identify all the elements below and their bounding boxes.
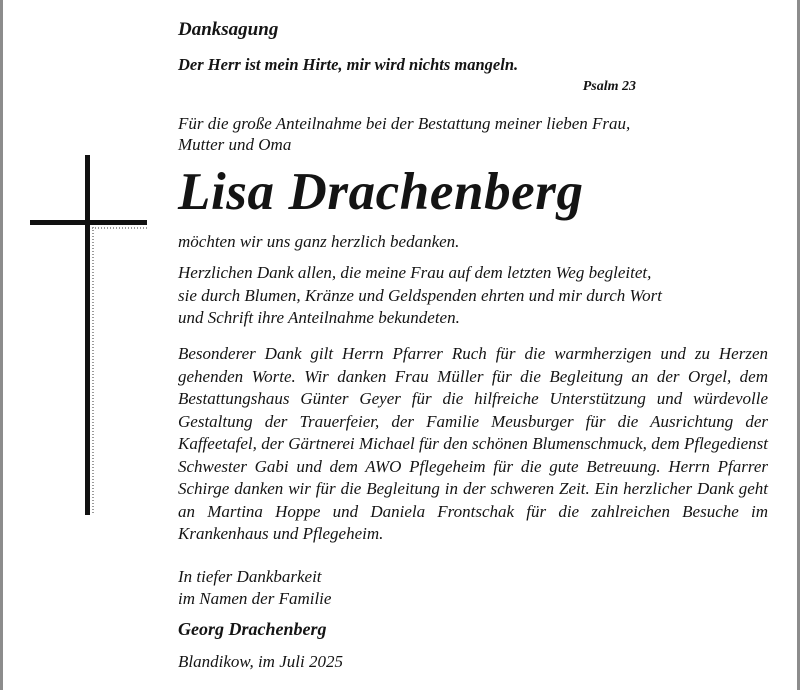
- paragraph-line: und Schrift ihre Anteilnahme bekundeten.: [178, 308, 460, 327]
- cross-shadow-horizontal: [92, 227, 147, 229]
- closing-text: [178, 566, 331, 609]
- cross-vertical-beam: [85, 155, 90, 515]
- thanks-paragraph-1: [178, 262, 768, 330]
- cross-horizontal-beam: [30, 220, 147, 225]
- closing-line: im Namen der Familie: [178, 588, 332, 608]
- signer-name: Georg Drachenberg: [178, 619, 327, 639]
- psalm-quote: Der Herr ist mein Hirte, mir wird nichts mangeln.: [178, 55, 519, 74]
- intro-text: [178, 113, 758, 155]
- closing-line: In tiefer Dankbarkeit: [178, 567, 322, 586]
- cross-shadow-vertical: [92, 227, 94, 515]
- intro-line: Mutter und Oma: [178, 135, 292, 154]
- thanks-paragraph-2: Besonderer Dank gilt Herrn Pfarrer Ruch für die warmherzigen und zu Herzen gehenden Worte. Wir danken Frau Müller für die Begleitung an der Orgel, dem Bestattungshaus Günter Geyer für die hilfreiche Unterstützung und würdevolle Gestaltung der Trauerfeier, der Familie Meusburger für die Ausrichtung der Kaffeetafel, der Gärtnerei Michael für den schönen Blumenschmuck, dem Pflegedienst Schwester Gabi und dem AWO Pflegeheim für die gute Betreuung. Herrn Pfarrer Schirge danken wir für die Begleitung in der schweren Zeit. Ein herzlicher Dank geht an Martina Hoppe und Daniela Frontschak für die zahlreichen Besuche im Krankenhaus und Pflegeheim.: [178, 344, 768, 543]
- place-date: Blandikow, im Juli 2025: [178, 652, 343, 671]
- intro-line: Für die große Anteilnahme bei der Bestattung meiner lieben Frau,: [178, 114, 631, 133]
- thanks-line: möchten wir uns ganz herzlich bedanken.: [178, 232, 460, 251]
- deceased-name: Lisa Drachenberg: [178, 163, 584, 221]
- paragraph-line: Herzlichen Dank allen, die meine Frau auf dem letzten Weg begleitet,: [178, 263, 652, 282]
- notice-heading: Danksagung: [178, 19, 279, 40]
- paragraph-line: sie durch Blumen, Kränze und Geldspenden ehrten und mir durch Wort: [178, 285, 662, 305]
- cross-icon: [30, 155, 147, 515]
- frame-border-left: [0, 0, 3, 690]
- psalm-reference: Psalm 23: [582, 79, 636, 94]
